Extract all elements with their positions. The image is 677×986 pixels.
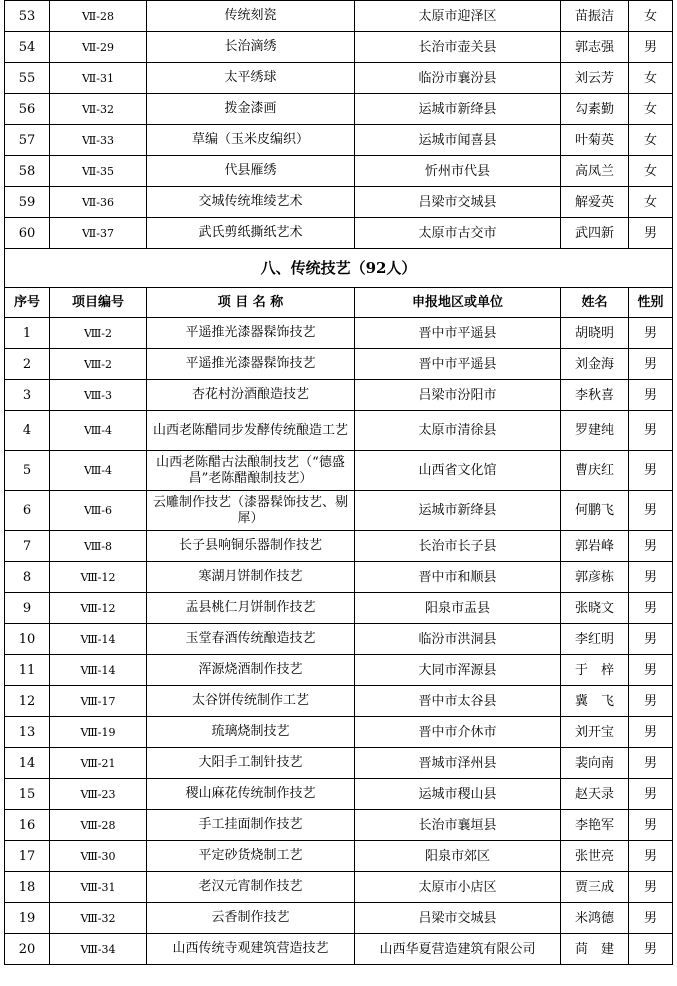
project-name-cell: 琉璃烧制技艺 (147, 717, 355, 748)
region-cell: 晋中市平遥县 (355, 318, 561, 349)
gender-cell: 男 (629, 593, 673, 624)
project-name-cell: 拨金漆画 (147, 94, 355, 125)
project-name-cell: 大阳手工制针技艺 (147, 748, 355, 779)
project-name-cell: 平定砂货烧制工艺 (147, 841, 355, 872)
region-cell: 晋中市介休市 (355, 717, 561, 748)
gender-header: 性别 (629, 288, 673, 318)
inheritor-name-cell: 何鹏飞 (561, 491, 629, 531)
project-name-cell: 云香制作技艺 (147, 903, 355, 934)
project-code-cell: Ⅷ-28 (50, 810, 147, 841)
project-name-cell: 平遥推光漆器髹饰技艺 (147, 349, 355, 380)
gender-cell: 女 (629, 156, 673, 187)
row-number-cell: 7 (5, 531, 50, 562)
project-code-cell: Ⅶ-37 (50, 218, 147, 249)
gender-cell: 男 (629, 562, 673, 593)
table-row (5, 903, 673, 934)
region-cell: 忻州市代县 (355, 156, 561, 187)
inheritor-name-cell: 刘开宝 (561, 717, 629, 748)
inheritor-name-cell: 刘金海 (561, 349, 629, 380)
project-code-cell: Ⅷ-31 (50, 872, 147, 903)
row-number-cell: 19 (5, 903, 50, 934)
region-cell: 阳泉市郊区 (355, 841, 561, 872)
region-cell: 吕梁市交城县 (355, 903, 561, 934)
region-cell: 晋中市太谷县 (355, 686, 561, 717)
gender-cell: 男 (629, 748, 673, 779)
region-cell: 晋中市和顺县 (355, 562, 561, 593)
inheritor-name-cell: 罗建纯 (561, 411, 629, 451)
table-row (5, 63, 673, 94)
region-cell: 太原市小店区 (355, 872, 561, 903)
table-row (5, 872, 673, 903)
gender-cell: 男 (629, 872, 673, 903)
region-cell: 临汾市襄汾县 (355, 63, 561, 94)
gender-cell: 男 (629, 624, 673, 655)
row-number-cell: 2 (5, 349, 50, 380)
row-number-cell: 10 (5, 624, 50, 655)
table-row (5, 187, 673, 218)
project-code-cell: Ⅷ-12 (50, 562, 147, 593)
row-number-cell: 60 (5, 218, 50, 249)
table-row (5, 779, 673, 810)
project-code-header: 项目编号 (50, 288, 147, 318)
project-name-cell: 太平绣球 (147, 63, 355, 94)
row-number-cell: 5 (5, 451, 50, 491)
inheritor-name-cell: 叶菊英 (561, 125, 629, 156)
inheritor-name-cell: 勾素勤 (561, 94, 629, 125)
project-name-cell: 山西老陈醋同步发酵传统酿造工艺 (147, 411, 355, 451)
row-number-cell: 58 (5, 156, 50, 187)
inheritor-name-cell: 郭志强 (561, 32, 629, 63)
inheritor-name-cell: 刘云芳 (561, 63, 629, 94)
table-row (5, 218, 673, 249)
project-name-cell: 寒湖月饼制作技艺 (147, 562, 355, 593)
project-code-cell: Ⅶ-32 (50, 94, 147, 125)
project-name-cell: 交城传统堆绫艺术 (147, 187, 355, 218)
inheritor-name-cell: 张世亮 (561, 841, 629, 872)
inheritor-name-cell: 解爱英 (561, 187, 629, 218)
project-code-cell: Ⅷ-3 (50, 380, 147, 411)
table-row (5, 748, 673, 779)
project-name-cell: 老汉元宵制作技艺 (147, 872, 355, 903)
table-row (5, 1, 673, 32)
project-code-cell: Ⅷ-19 (50, 717, 147, 748)
project-name-cell: 太谷饼传统制作工艺 (147, 686, 355, 717)
region-cell: 太原市迎泽区 (355, 1, 561, 32)
project-name-cell: 浑源烧酒制作技艺 (147, 655, 355, 686)
row-number-cell: 9 (5, 593, 50, 624)
gender-cell: 男 (629, 841, 673, 872)
project-code-cell: Ⅷ-12 (50, 593, 147, 624)
inheritor-name-cell: 苘 建 (561, 934, 629, 965)
gender-cell: 女 (629, 1, 673, 32)
gender-cell: 女 (629, 187, 673, 218)
project-code-cell: Ⅶ-33 (50, 125, 147, 156)
project-name-cell: 草编（玉米皮编织） (147, 125, 355, 156)
project-name-cell: 代县雁绣 (147, 156, 355, 187)
inheritor-name-cell: 赵天录 (561, 779, 629, 810)
row-number-cell: 11 (5, 655, 50, 686)
inheritor-name-cell: 郭彦栋 (561, 562, 629, 593)
region-cell: 运城市新绛县 (355, 491, 561, 531)
table-row (5, 593, 673, 624)
inheritor-name-header: 姓名 (561, 288, 629, 318)
region-cell: 山西省文化馆 (355, 451, 561, 491)
project-code-cell: Ⅷ-14 (50, 655, 147, 686)
table-row (5, 655, 673, 686)
project-code-cell: Ⅶ-31 (50, 63, 147, 94)
region-cell: 长治市襄垣县 (355, 810, 561, 841)
table-row (5, 491, 673, 531)
project-name-cell: 长子县响铜乐器制作技艺 (147, 531, 355, 562)
project-name-cell: 云雕制作技艺（漆器髹饰技艺、剔犀） (147, 491, 355, 531)
table-row (5, 94, 673, 125)
project-code-cell: Ⅷ-17 (50, 686, 147, 717)
project-code-cell: Ⅷ-4 (50, 451, 147, 491)
table-row (5, 349, 673, 380)
inheritor-name-cell: 郭岩峰 (561, 531, 629, 562)
section-title-row (5, 249, 673, 288)
region-cell: 运城市稷山县 (355, 779, 561, 810)
region-cell: 运城市闻喜县 (355, 125, 561, 156)
gender-cell: 男 (629, 491, 673, 531)
project-code-cell: Ⅷ-34 (50, 934, 147, 965)
region-cell: 吕梁市汾阳市 (355, 380, 561, 411)
project-name-cell: 手工挂面制作技艺 (147, 810, 355, 841)
gender-cell: 女 (629, 94, 673, 125)
inheritor-name-cell: 李艳军 (561, 810, 629, 841)
table-row (5, 562, 673, 593)
row-number-cell: 54 (5, 32, 50, 63)
gender-cell: 男 (629, 349, 673, 380)
row-number-cell: 8 (5, 562, 50, 593)
row-number-cell: 53 (5, 1, 50, 32)
project-code-cell: Ⅷ-2 (50, 349, 147, 380)
row-number-cell: 12 (5, 686, 50, 717)
inheritor-name-cell: 曹庆红 (561, 451, 629, 491)
table-row (5, 125, 673, 156)
table-row (5, 686, 673, 717)
project-name-cell: 传统刻瓷 (147, 1, 355, 32)
project-code-cell: Ⅷ-4 (50, 411, 147, 451)
gender-cell: 男 (629, 318, 673, 349)
row-number-cell: 15 (5, 779, 50, 810)
row-number-cell: 59 (5, 187, 50, 218)
inheritor-name-cell: 裴向南 (561, 748, 629, 779)
project-code-cell: Ⅷ-21 (50, 748, 147, 779)
section-title: 八、传统技艺（92人） (5, 249, 673, 288)
row-number-cell: 55 (5, 63, 50, 94)
region-header: 申报地区或单位 (355, 288, 561, 318)
table-row (5, 717, 673, 748)
row-number-cell: 6 (5, 491, 50, 531)
row-number-cell: 1 (5, 318, 50, 349)
gender-cell: 男 (629, 531, 673, 562)
gender-cell: 男 (629, 218, 673, 249)
row-number-cell: 18 (5, 872, 50, 903)
region-cell: 临汾市洪洞县 (355, 624, 561, 655)
region-cell: 晋中市平遥县 (355, 349, 561, 380)
project-code-cell: Ⅷ-2 (50, 318, 147, 349)
project-name-cell: 杏花村汾酒酿造技艺 (147, 380, 355, 411)
gender-cell: 男 (629, 655, 673, 686)
project-name-cell: 长治滴绣 (147, 32, 355, 63)
inheritor-name-cell: 高凤兰 (561, 156, 629, 187)
table-row (5, 531, 673, 562)
row-number-cell: 17 (5, 841, 50, 872)
gender-cell: 男 (629, 32, 673, 63)
inheritor-name-cell: 胡晓明 (561, 318, 629, 349)
row-number-cell: 3 (5, 380, 50, 411)
row-number-header: 序号 (5, 288, 50, 318)
table-row (5, 451, 673, 491)
region-cell: 山西华夏营造建筑有限公司 (355, 934, 561, 965)
gender-cell: 女 (629, 125, 673, 156)
heritage-table (4, 0, 673, 965)
project-code-cell: Ⅷ-8 (50, 531, 147, 562)
project-name-cell: 稷山麻花传统制作技艺 (147, 779, 355, 810)
table-header (5, 288, 673, 318)
table-row (5, 380, 673, 411)
inheritor-name-cell: 武四新 (561, 218, 629, 249)
table-row (5, 810, 673, 841)
project-code-cell: Ⅷ-23 (50, 779, 147, 810)
row-number-cell: 13 (5, 717, 50, 748)
table-row (5, 841, 673, 872)
inheritor-name-cell: 贾三成 (561, 872, 629, 903)
row-number-cell: 57 (5, 125, 50, 156)
row-number-cell: 56 (5, 94, 50, 125)
gender-cell: 男 (629, 717, 673, 748)
region-cell: 太原市古交市 (355, 218, 561, 249)
project-name-cell: 平遥推光漆器髹饰技艺 (147, 318, 355, 349)
table-row (5, 624, 673, 655)
table-row (5, 934, 673, 965)
table-row (5, 411, 673, 451)
project-name-cell: 武氏剪纸撕纸艺术 (147, 218, 355, 249)
project-code-cell: Ⅷ-14 (50, 624, 147, 655)
row-number-cell: 16 (5, 810, 50, 841)
row-number-cell: 20 (5, 934, 50, 965)
inheritor-name-cell: 米鸿德 (561, 903, 629, 934)
gender-cell: 男 (629, 903, 673, 934)
region-cell: 阳泉市盂县 (355, 593, 561, 624)
gender-cell: 男 (629, 411, 673, 451)
project-code-cell: Ⅶ-36 (50, 187, 147, 218)
project-code-cell: Ⅷ-30 (50, 841, 147, 872)
region-cell: 太原市清徐县 (355, 411, 561, 451)
inheritor-name-cell: 苗振洁 (561, 1, 629, 32)
table-row (5, 318, 673, 349)
inheritor-name-cell: 于 梓 (561, 655, 629, 686)
region-cell: 晋城市泽州县 (355, 748, 561, 779)
gender-cell: 男 (629, 686, 673, 717)
project-code-cell: Ⅶ-35 (50, 156, 147, 187)
project-name-cell: 盂县桃仁月饼制作技艺 (147, 593, 355, 624)
table-body (5, 1, 673, 965)
region-cell: 长治市长子县 (355, 531, 561, 562)
project-code-cell: Ⅷ-6 (50, 491, 147, 531)
project-name-header: 项 目 名 称 (147, 288, 355, 318)
region-cell: 大同市浑源县 (355, 655, 561, 686)
table-row (5, 156, 673, 187)
project-name-cell: 山西老陈醋古法酿制技艺（“德盛昌”老陈醋酿制技艺） (147, 451, 355, 491)
region-cell: 长治市壶关县 (355, 32, 561, 63)
project-code-cell: Ⅶ-29 (50, 32, 147, 63)
gender-cell: 女 (629, 63, 673, 94)
project-name-cell: 玉堂春酒传统酿造技艺 (147, 624, 355, 655)
project-code-cell: Ⅷ-32 (50, 903, 147, 934)
gender-cell: 男 (629, 380, 673, 411)
table-row (5, 32, 673, 63)
gender-cell: 男 (629, 451, 673, 491)
gender-cell: 男 (629, 810, 673, 841)
project-code-cell: Ⅶ-28 (50, 1, 147, 32)
inheritor-name-cell: 李红明 (561, 624, 629, 655)
project-name-cell: 山西传统寺观建筑营造技艺 (147, 934, 355, 965)
gender-cell: 男 (629, 779, 673, 810)
row-number-cell: 4 (5, 411, 50, 451)
region-cell: 吕梁市交城县 (355, 187, 561, 218)
gender-cell: 男 (629, 934, 673, 965)
inheritor-name-cell: 冀 飞 (561, 686, 629, 717)
row-number-cell: 14 (5, 748, 50, 779)
inheritor-name-cell: 张晓文 (561, 593, 629, 624)
region-cell: 运城市新绛县 (355, 94, 561, 125)
inheritor-name-cell: 李秋喜 (561, 380, 629, 411)
